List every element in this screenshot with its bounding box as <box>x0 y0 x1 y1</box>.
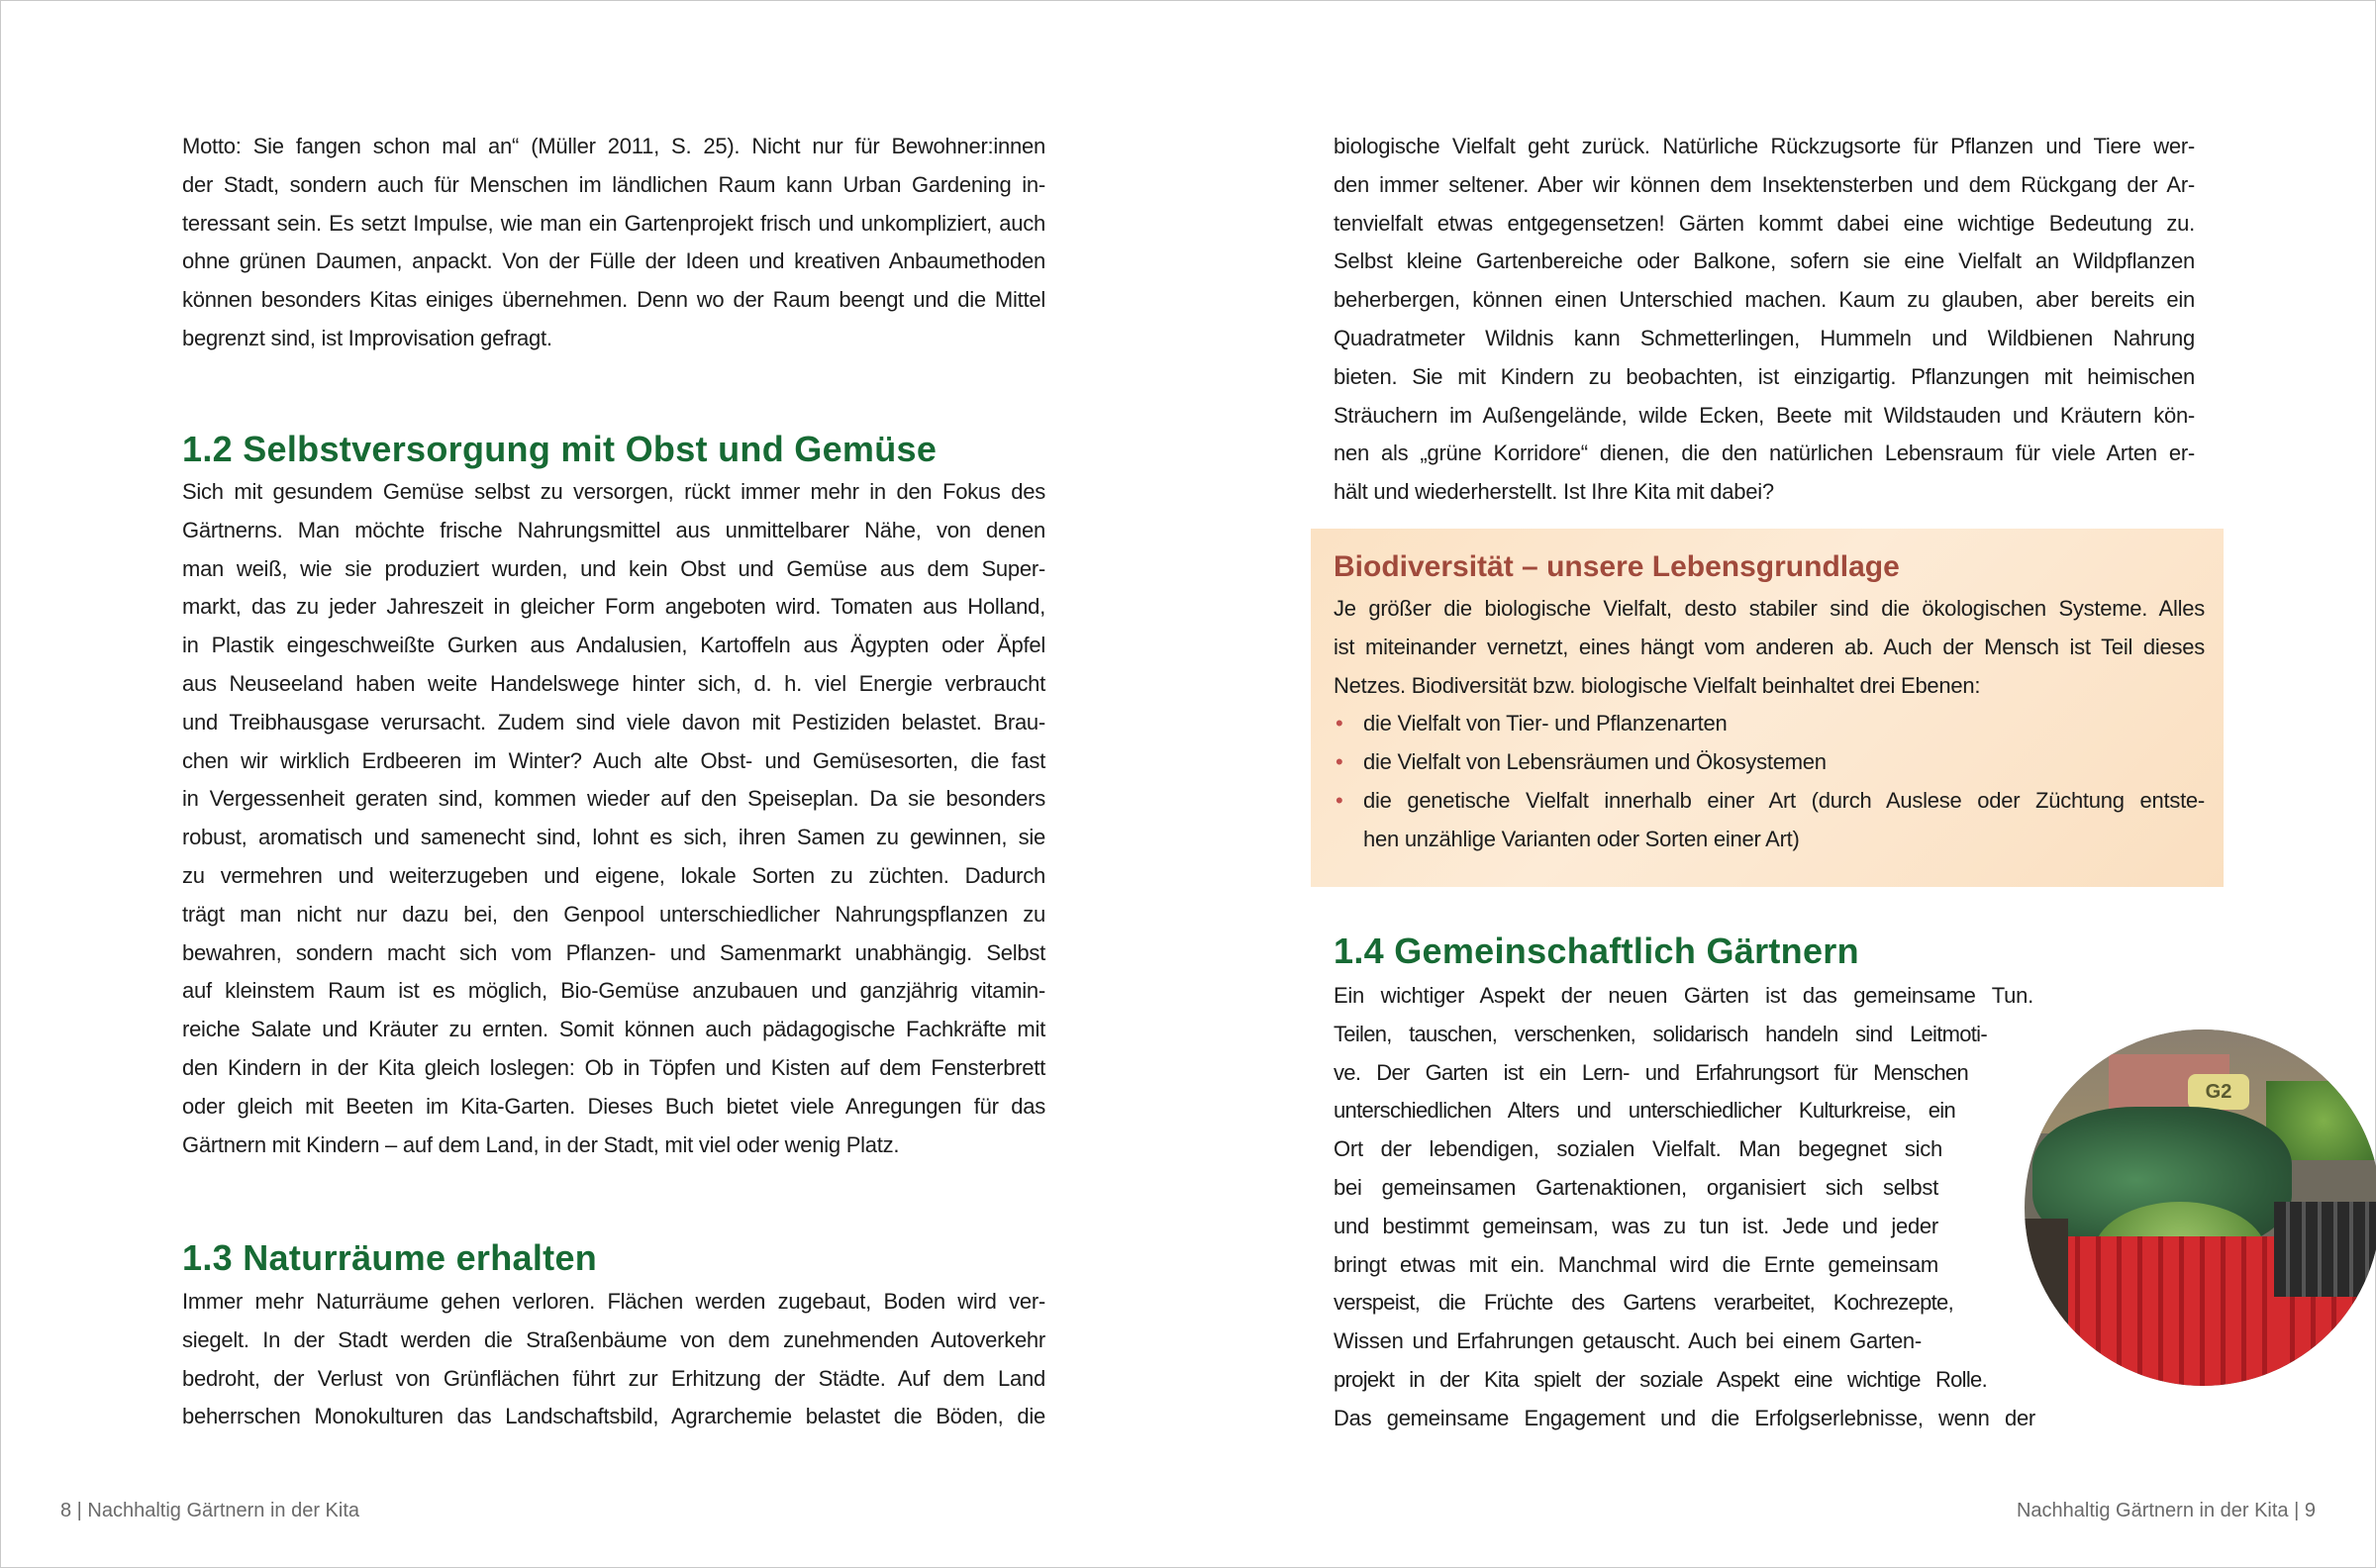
text-line: man weiß, wie sie produziert wurden, und kein Obst und Gemüse aus dem Super- <box>182 555 1045 581</box>
text-line: Je größer die biologische Vielfalt, desto stabiler sind die ökologischen Systeme. Alles <box>1334 596 2205 621</box>
text-line: Gärtnerns. Man möchte frische Nahrungsmittel aus unmittelbarer Nähe, von denen <box>182 517 1045 542</box>
footer-left-page-number: 8 | Nachhaltig Gärtnern in der Kita <box>60 1500 360 1521</box>
text-line: Gärtnern mit Kindern – auf dem Land, in der Stadt, mit viel oder wenig Platz. <box>182 1131 900 1157</box>
text-line: Motto: Sie fangen schon mal an“ (Müller 2011, S. 25). Nicht nur für Bewohner:innen <box>182 134 1045 158</box>
text-line: oder gleich mit Beeten im Kita-Garten. Dieses Buch bietet viele Anregungen für das <box>182 1093 1045 1119</box>
text-line: die genetische Vielfalt innerhalb einer Art (durch Auslese oder Züchtung entste- <box>1363 787 2205 813</box>
text-line: robust, aromatisch und samenecht sind, lohnt es sich, ihren Samen zu gewinnen, sie <box>182 825 1045 850</box>
bullet-item <box>1334 705 2205 743</box>
right-intro-paragraph <box>1334 128 2195 512</box>
text-line: Teilen, tauschen, verschenken, solidarisch handeln sind Leitmoti- <box>1334 1021 1987 1046</box>
text-line: ve. Der Garten ist ein Lern- und Erfahrungsort für Menschen <box>1334 1059 1968 1085</box>
info-box-heading: Biodiversität – unsere Lebensgrundlage <box>1334 550 1900 583</box>
section-1-2-paragraph <box>182 473 1045 1164</box>
heading-1-4: 1.4 Gemeinschaftlich Gärtnern <box>1334 931 1859 971</box>
text-line: chen wir wirklich Erdbeeren im Winter? Auch alte Obst- und Gemüsesorten, die fast <box>182 747 1045 773</box>
text-line: in Vergessenheit geraten sind, kommen wieder auf den Speiseplan. Da sie besonders <box>182 786 1045 812</box>
text-line: die Vielfalt von Tier- und Pflanzenarten <box>1363 711 1728 736</box>
text-line: hen unzählige Varianten oder Sorten einer Art) <box>1363 826 1800 851</box>
text-line: den Kindern in der Kita gleich loslegen: Ob in Töpfen und Kisten auf dem Fensterbrett <box>182 1054 1045 1080</box>
text-line: markt, das zu jeder Jahreszeit in gleicher Form angeboten wird. Tomaten aus Holland, <box>182 594 1045 620</box>
text-line: hält und wiederherstellt. Ist Ihre Kita mit dabei? <box>1334 479 1774 505</box>
heading-1-2: 1.2 Selbstversorgung mit Obst und Gemüse <box>182 429 938 469</box>
text-line: bei gemeinsamen Gartenaktionen, organisiert sich selbst <box>1334 1174 1938 1200</box>
text-line: nen als „grüne Korridore“ dienen, die den natürlichen Lebensraum für viele Arten er- <box>1334 441 2195 466</box>
text-line: ist miteinander vernetzt, eines hängt vom anderen ab. Auch der Mensch ist Teil dieses <box>1334 634 2205 659</box>
text-line: Wissen und Erfahrungen getauscht. Auch bei einem Garten- <box>1334 1328 1922 1354</box>
text-line: tenvielfalt etwas entgegensetzen! Gärten kommt dabei eine wichtige Bedeutung zu. <box>1334 210 2195 236</box>
text-line: zu vermehren und weiterzugeben und eigene, lokale Sorten zu züchten. Dadurch <box>182 862 1045 888</box>
text-line: Sträuchern im Außengelände, wilde Ecken, Beete mit Wildstauden und Kräutern kön- <box>1334 402 2195 428</box>
text-line: Sich mit gesundem Gemüse selbst zu versorgen, rückt immer mehr in den Fokus des <box>182 479 1045 504</box>
text-line: auf kleinstem Raum ist es möglich, Bio-Gemüse anzubauen und ganzjährig vitamin- <box>182 978 1045 1004</box>
text-line: reiche Salate und Kräuter zu ernten. Somit können auch pädagogische Fachkräfte mit <box>182 1017 1045 1042</box>
text-line: teressant sein. Es setzt Impulse, wie man ein Gartenprojekt frisch und unkompliziert, auch <box>182 210 1045 236</box>
bullet-item <box>1334 782 2205 859</box>
text-line: Das gemeinsame Engagement und die Erfolgserlebnisse, wenn der <box>1334 1405 2035 1430</box>
text-line: projekt in der Kita spielt der soziale Aspekt eine wichtige Rolle. <box>1334 1366 1987 1392</box>
text-line: in Plastik eingeschweißte Gurken aus Andalusien, Kartoffeln aus Ägypten oder Äpfel <box>182 633 1045 658</box>
text-line: und bestimmt gemeinsam, was zu tun ist. Jede und jeder <box>1334 1213 1938 1238</box>
bullet-icon: • <box>1336 787 1343 813</box>
section-1-4-paragraph <box>1334 977 2036 1438</box>
bullet-item <box>1334 743 2205 782</box>
text-line: beherrschen Monokulturen das Landschaftsbild, Agrarchemie belastet die Böden, die <box>182 1404 1045 1429</box>
text-line: unterschiedlichen Alters und unterschiedlicher Kulturkreise, ein <box>1334 1098 1955 1124</box>
text-line: Selbst kleine Gartenbereiche oder Balkone, sofern sie eine Vielfalt an Wildpflanzen <box>1334 248 2195 274</box>
text-line: bewahren, sondern macht sich vom Pflanzen- und Samenmarkt unabhängig. Selbst <box>182 939 1045 965</box>
footer-right-page-number: Nachhaltig Gärtnern in der Kita | 9 <box>2016 1500 2316 1521</box>
text-line: den immer seltener. Aber wir können dem Insektensterben und dem Rückgang der Ar- <box>1334 171 2195 197</box>
text-line: bieten. Sie mit Kindern zu beobachten, ist einzigartig. Pflanzungen mit heimischen <box>1334 363 2195 389</box>
text-line: Immer mehr Naturräume gehen verloren. Flächen werden zugebaut, Boden wird ver- <box>182 1289 1045 1314</box>
text-line: Quadratmeter Wildnis kann Schmetterlingen, Hummeln und Wildbienen Nahrung <box>1334 325 2195 350</box>
heading-1-3: 1.3 Naturräume erhalten <box>182 1237 598 1278</box>
text-line: begrenzt sind, ist Improvisation gefragt. <box>182 325 552 350</box>
info-box-text <box>1334 590 2205 859</box>
text-line: Netzes. Biodiversität bzw. biologische Vielfalt beinhaltet drei Ebenen: <box>1334 672 1981 698</box>
text-line: Ein wichtiger Aspekt der neuen Gärten ist das gemeinsame Tun. <box>1334 983 2033 1008</box>
text-line: und Treibhausgase verursacht. Zudem sind viele davon mit Pestiziden belastet. Brau- <box>182 709 1045 735</box>
text-line: verspeist, die Früchte des Gartens verarbeitet, Kochrezepte, <box>1334 1290 1953 1316</box>
text-line: können besonders Kitas einiges übernehmen. Denn wo der Raum beengt und die Mittel <box>182 287 1045 313</box>
text-line: bringt etwas mit ein. Manchmal wird die Ernte gemeinsam <box>1334 1251 1938 1277</box>
crate-label: G2 <box>2188 1074 2249 1110</box>
text-line: beherbergen, können einen Unterschied machen. Kaum zu glauben, aber bereits ein <box>1334 287 2195 313</box>
text-line: die Vielfalt von Lebensräumen und Ökosystemen <box>1363 749 1827 775</box>
bullet-icon: • <box>1336 711 1343 736</box>
text-line: biologische Vielfalt geht zurück. Natürliche Rückzugsorte für Pflanzen und Tiere wer- <box>1334 134 2195 158</box>
text-line: Ort der lebendigen, sozialen Vielfalt. Man begegnet sich <box>1334 1136 1942 1162</box>
garden-crates-photo <box>2025 1029 2376 1386</box>
text-line: bedroht, der Verlust von Grünflächen führt zur Erhitzung der Städte. Auf dem Land <box>182 1365 1045 1391</box>
text-line: der Stadt, sondern auch für Menschen im ländlichen Raum kann Urban Gardening in- <box>182 171 1045 197</box>
text-line: aus Neuseeland haben weite Handelswege hinter sich, d. h. viel Energie verbraucht <box>182 670 1045 696</box>
left-intro-paragraph <box>182 128 1045 358</box>
section-1-3-paragraph <box>182 1283 1045 1436</box>
text-line: siegelt. In der Stadt werden die Straßenbäume von dem zunehmenden Autoverkehr <box>182 1326 1045 1352</box>
text-line: ohne grünen Daumen, anpackt. Von der Fülle der Ideen und kreativen Anbaumethoden <box>182 248 1045 274</box>
bullet-icon: • <box>1336 749 1343 775</box>
text-line: trägt man nicht nur dazu bei, den Genpool unterschiedlicher Nahrungspflanzen zu <box>182 901 1045 927</box>
